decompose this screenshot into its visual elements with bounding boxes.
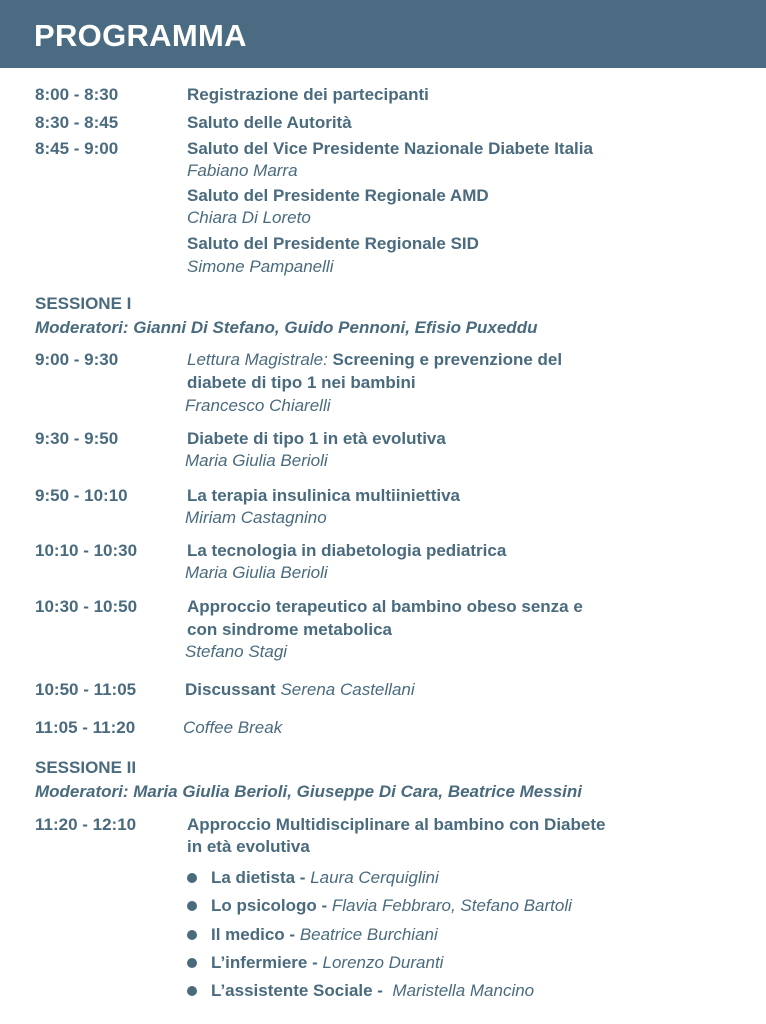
- list-item: [211, 952, 443, 974]
- role-people: Laura Cerquiglini: [310, 868, 439, 887]
- list-item: [211, 867, 439, 889]
- page-title: PROGRAMMA: [34, 18, 247, 53]
- time-slot: 10:30 - 10:50: [35, 597, 138, 616]
- agenda-title-cont: in età evolutiva: [187, 837, 310, 856]
- time-slot: 9:30 - 9:50: [35, 429, 119, 448]
- agenda-title: Approccio terapeutico al bambino obeso senza e: [187, 597, 583, 616]
- bullet-icon: [187, 958, 197, 968]
- agenda-title: Saluto del Presidente Regionale AMD: [187, 186, 489, 205]
- speaker-name: Maria Giulia Berioli: [185, 563, 328, 582]
- agenda-title: La tecnologia in diabetologia pediatrica: [187, 541, 507, 560]
- time-slot: 10:50 - 11:05: [35, 680, 137, 699]
- agenda-title: Approccio Multidisciplinare al bambino con Diabete: [187, 815, 606, 834]
- agenda-title: [187, 349, 562, 371]
- bullet-icon: [187, 930, 197, 940]
- time-slot: 10:10 - 10:30: [35, 541, 138, 560]
- agenda-title: [185, 679, 415, 701]
- time-slot: 9:50 - 10:10: [35, 486, 128, 505]
- agenda-title: La terapia insulinica multiiniettiva: [187, 486, 461, 505]
- coffee-break: Coffee Break: [183, 718, 283, 737]
- bullet-icon: [187, 901, 197, 911]
- time-slot: 8:30 - 8:45: [35, 113, 119, 132]
- role-people: Flavia Febbraro, Stefano Bartoli: [331, 896, 572, 915]
- list-item: [211, 924, 438, 946]
- speaker-name: Francesco Chiarelli: [185, 396, 331, 415]
- time-slot: 11:05 - 11:20: [35, 718, 136, 737]
- speaker-name: Chiara Di Loreto: [187, 208, 311, 227]
- lecture-prefix: Lettura Magistrale:: [187, 350, 328, 369]
- role-label: Lo psicologo -: [211, 896, 328, 915]
- role-label: L’assistente Sociale -: [211, 981, 383, 1000]
- role-people: Lorenzo Duranti: [322, 953, 444, 972]
- agenda-title: Diabete di tipo 1 in età evolutiva: [187, 429, 446, 448]
- agenda-title-cont: diabete di tipo 1 nei bambini: [187, 373, 416, 392]
- speaker-name: Fabiano Marra: [187, 161, 298, 180]
- role-people: Maristella Mancino: [392, 981, 535, 1000]
- list-item: [211, 895, 572, 917]
- time-slot: 11:20 - 12:10: [35, 815, 137, 834]
- bullet-icon: [187, 986, 197, 996]
- session-title: SESSIONE II: [35, 758, 137, 777]
- agenda-title: Saluto del Presidente Regionale SID: [187, 234, 479, 253]
- role-label: La dietista -: [211, 868, 306, 887]
- role-people: Beatrice Burchiani: [299, 925, 438, 944]
- session-moderators: Moderatori: Gianni Di Stefano, Guido Pennoni, Efisio Puxeddu: [35, 318, 538, 337]
- speaker-name: Simone Pampanelli: [187, 257, 334, 276]
- speaker-name: Miriam Castagnino: [185, 508, 327, 527]
- agenda-title: Saluto del Vice Presidente Nazionale Diabete Italia: [187, 139, 593, 158]
- list-item: [211, 980, 534, 1002]
- agenda-title: Registrazione dei partecipanti: [187, 85, 429, 104]
- agenda-title-cont: con sindrome metabolica: [187, 620, 392, 639]
- speaker-name: Stefano Stagi: [185, 642, 288, 661]
- discussant-label: Discussant: [185, 680, 276, 699]
- role-label: L’infermiere -: [211, 953, 318, 972]
- session-title: SESSIONE I: [35, 294, 132, 313]
- time-slot: 8:45 - 9:00: [35, 139, 119, 158]
- session-moderators: Moderatori: Maria Giulia Berioli, Giuseppe Di Cara, Beatrice Messini: [35, 782, 582, 801]
- bullet-icon: [187, 873, 197, 883]
- agenda-title: Saluto delle Autorità: [187, 113, 352, 132]
- speaker-name: Serena Castellani: [280, 680, 415, 699]
- time-slot: 8:00 - 8:30: [35, 85, 119, 104]
- time-slot: 9:00 - 9:30: [35, 350, 119, 369]
- header-bar: [0, 0, 766, 68]
- speaker-name: Maria Giulia Berioli: [185, 451, 328, 470]
- role-label: Il medico -: [211, 925, 296, 944]
- agenda-title-text: Screening e prevenzione del: [327, 350, 563, 369]
